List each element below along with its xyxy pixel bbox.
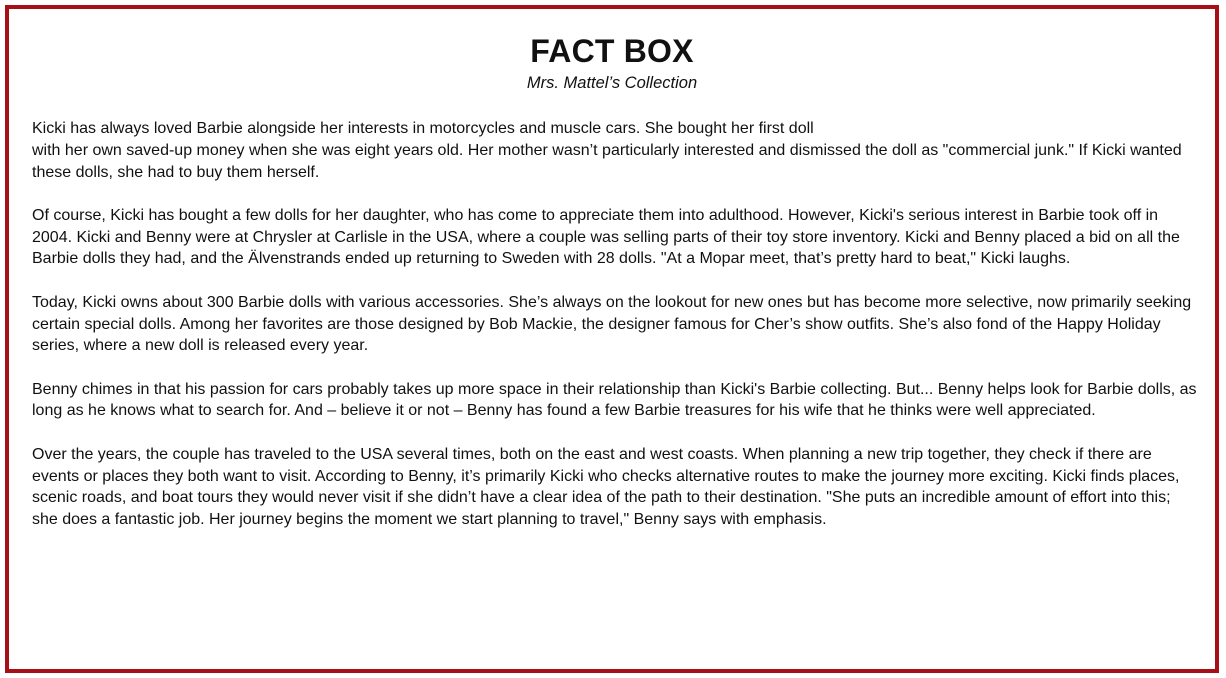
paragraph-first-line: Kicki has always loved Barbie alongside her interests in motorcycles and muscle cars. She bought her first doll bbox=[32, 120, 814, 137]
paragraph-first bbox=[32, 118, 1197, 183]
paragraph-third: Today, Kicki owns about 300 Barbie dolls with various accessories. She’s always on the lookout for new ones but has become more selective, now primarily seeking certain special dolls. Among her favorites are those designed by Bob Mackie, the designer famous for Cher’s show outfits. She’s also fond of the Happy Holiday series, where a new doll is released every year. bbox=[32, 293, 1192, 355]
fact-box-title: FACT BOX bbox=[530, 33, 694, 69]
fact-box bbox=[5, 5, 1219, 673]
paragraph-fourth: Benny chimes in that his passion for cars probably takes up more space in their relationship than Kicki's Barbie collecting. But... Benny helps look for Barbie dolls, as long as he knows what to search for. And – believe it or not – Benny has found a few Barbie treasures for his wife that he thinks were well appreciated. bbox=[32, 380, 1197, 420]
fact-box-body bbox=[32, 118, 1197, 552]
paragraph-second: Of course, Kicki has bought a few dolls for her daughter, who has come to appreciate them into adulthood. However, Kicki's serious interest in Barbie took off in 2004. Kicki and Benny were at Chrysler at Carlisle in the USA, where a couple was selling parts of their toy store inventory. Kicki and Benny placed a bid on all the Barbie dolls they had, and the Älvenstrands ended up returning to Sweden with 28 dolls. "At a Mopar meet, that’s pretty hard to beat," Kicki laughs. bbox=[32, 206, 1180, 268]
fact-box-subtitle: Mrs. Mattel’s Collection bbox=[526, 74, 698, 92]
paragraph-fifth: Over the years, the couple has traveled to the USA several times, both on the east and west coasts. When planning a new trip together, they check if there are events or places they both want to visit. According to Benny, it’s primarily Kicki who checks alternative routes to make the journey more exciting. Kicki finds places, scenic roads, and boat tours they would never visit if she didn’t have a clear idea of the path to their destination. "She puts an incredible amount of effort into this; she does a fantastic job. Her journey begins the moment we start planning to travel," Benny says with emphasis. bbox=[32, 445, 1180, 529]
paragraph-first-rest: with her own saved-up money when she was eight years old. Her mother wasn’t particularly interested and dismissed the doll as "commercial junk." If Kicki wanted these dolls, she had to buy them herself. bbox=[32, 141, 1182, 181]
